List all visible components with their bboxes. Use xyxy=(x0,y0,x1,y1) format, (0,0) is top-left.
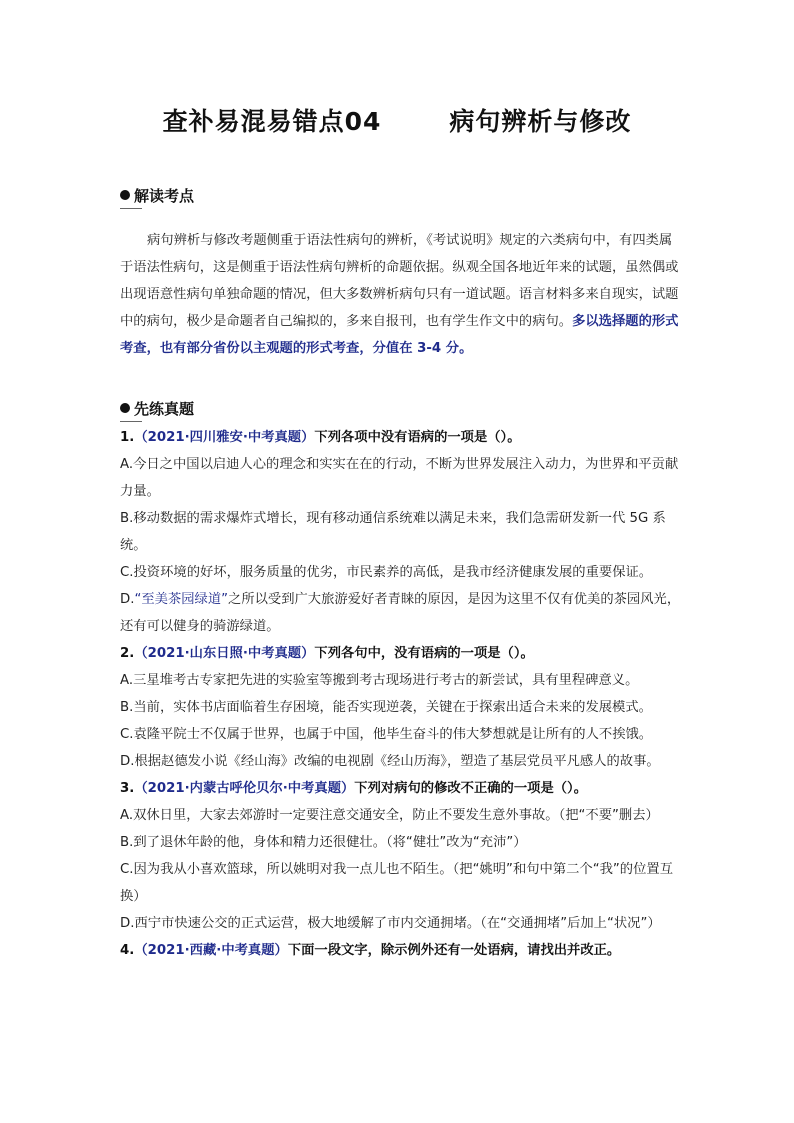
intro-emphasis: 多以选择题的形式考查，也有部分省份以主观题的形式考查，分值在 3-4 分。 xyxy=(120,314,679,356)
section-underline xyxy=(120,421,142,422)
question-1-stem xyxy=(120,424,685,451)
section-heading-practice xyxy=(120,398,194,419)
question-number: 2. xyxy=(120,646,135,661)
section-label: 先练真题 xyxy=(134,400,195,418)
option-b: B.移动数据的需求爆炸式增长，现有移动通信系统难以满足未来，我们急需研发新一代 5G 系统。 xyxy=(120,511,666,553)
section-label: 解读考点 xyxy=(134,187,195,205)
option-a: A.双休日里，大家去郊游时一定要注意交通安全，防止不要发生意外事故。（把“不要”删去） xyxy=(120,808,659,823)
option-d-quote: “至美茶园绿道” xyxy=(134,592,229,607)
option-a: A.三星堆考古专家把先进的实验室等搬到考古现场进行考古的新尝试，具有里程碑意义。 xyxy=(120,673,639,688)
option-c: C.因为我从小喜欢篮球，所以姚明对我一点儿也不陌生。（把“姚明”和句中第二个“我”的位置互换） xyxy=(120,862,673,904)
section-underline xyxy=(120,208,142,209)
question-text: 下面一段文字，除示例外还有一处语病，请找出并改正。 xyxy=(287,943,621,958)
section-heading-interpret xyxy=(120,185,194,206)
question-source: （2021·四川雅安·中考真题） xyxy=(134,430,315,445)
option-d xyxy=(120,586,685,640)
option-d: D.根据赵德发小说《经山海》改编的电视剧《经山历海》，塑造了基层党员平凡感人的故事。 xyxy=(120,754,660,769)
question-number: 3. xyxy=(120,781,135,796)
question-text: 下列各项中没有语病的一项是（）。 xyxy=(314,430,521,445)
option-d: D.西宁市快速公交的正式运营，极大地缓解了市内交通拥堵。（在“交通拥堵”后加上“状况”） xyxy=(120,916,661,931)
option-c: C.投资环境的好坏，服务质量的优劣，市民素养的高低，是我市经济健康发展的重要保证。 xyxy=(120,565,653,580)
option-a: A.今日之中国以启迪人心的理念和实实在在的行动，不断为世界发展注入动力，为世界和平贡献力量。 xyxy=(120,457,679,499)
question-3-stem xyxy=(120,775,685,802)
question-number: 4. xyxy=(120,943,135,958)
option-d-prefix: D. xyxy=(120,592,135,607)
question-source: （2021·西藏·中考真题） xyxy=(134,943,288,958)
option-d-rest: 之所以受到广大旅游爱好者青睐的原因，是因为这里不仅有优美的茶园风光，还有可以健身的骑游绿道。 xyxy=(120,592,681,634)
question-4-stem xyxy=(120,937,685,964)
bullet-dot-icon xyxy=(120,403,130,413)
option-b: B.到了退休年龄的他，身体和精力还很健壮。（将“健壮”改为“充沛”） xyxy=(120,835,527,850)
bullet-dot-icon xyxy=(120,190,130,200)
question-list xyxy=(120,424,685,964)
title-left: 查补易混易错点04 xyxy=(162,107,382,136)
question-source: （2021·内蒙古呼伦贝尔·中考真题） xyxy=(134,781,355,796)
question-text: 下列对病句的修改不正确的一项是（）。 xyxy=(354,781,587,796)
question-source: （2021·山东日照·中考真题） xyxy=(134,646,315,661)
question-number: 1. xyxy=(120,430,135,445)
question-text: 下列各句中，没有语病的一项是（）。 xyxy=(314,646,534,661)
option-c: C.袁隆平院士不仅属于世界，也属于中国，他毕生奋斗的伟大梦想就是让所有的人不挨饿。 xyxy=(120,727,653,742)
title-right: 病句辨析与修改 xyxy=(449,107,632,136)
intro-paragraph xyxy=(120,227,685,362)
page-title xyxy=(0,102,794,138)
option-b: B.当前，实体书店面临着生存困境，能否实现逆袭，关键在于探索出适合未来的发展模式。 xyxy=(120,700,652,715)
question-2-stem xyxy=(120,640,685,667)
intro-text: 病句辨析与修改考题侧重于语法性病句的辨析，《考试说明》规定的六类病句中，有四类属于语法性病句，这是侧重于语法性病句辨析的命题依据。纵观全国各地近年来的试题，虽然偶或出现语意性病句单独命题的情况，但大多数辨析病句只有一道试题。语言材料多来自现实，试题中的病句，极少是命题者自己编拟的，多来自报刊，也有学生作文中的病句。 xyxy=(120,233,679,329)
